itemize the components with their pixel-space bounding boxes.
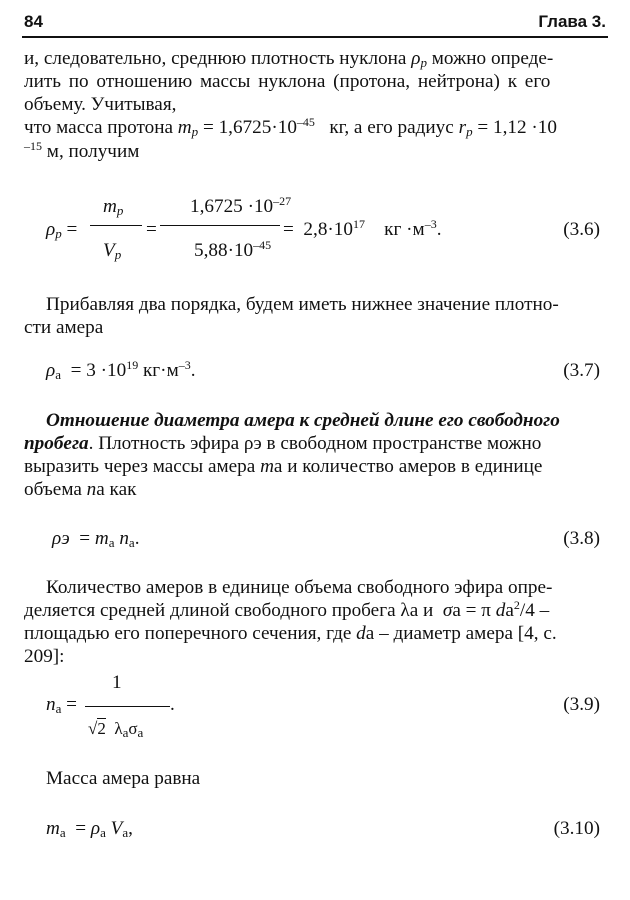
p3-line3: выразить через массы амера mа и количество амеров в единице bbox=[24, 456, 543, 477]
p1-line2: лить по отношению массы нуклона (протона, нейтрона) к его bbox=[24, 71, 551, 92]
header-rule bbox=[22, 36, 608, 38]
p3-line4: объема nа как bbox=[24, 479, 137, 500]
p2-line2: сти амера bbox=[24, 317, 104, 338]
p1-line1: и, следовательно, среднюю плотность нуклона $\rho_p$ можно опреде- bbox=[24, 48, 554, 70]
chapter-title: Глава 3. bbox=[538, 12, 606, 31]
p5-line1: Масса амера равна bbox=[46, 768, 201, 789]
p4-line2: деляется средней длиной свободного пробега λа и σа = π $dа^2/4$ – bbox=[24, 598, 550, 621]
p4-line1: Количество амеров в единице объема свободного эфира опре- bbox=[46, 577, 553, 598]
p1-line4: что масса протона $m_p = 1,6725\cdot 10^{-45}$ кг, а его радиус $r_p = 1,12 \cdot 10$ bbox=[24, 115, 557, 139]
p4-line3: площадью его поперечного сечения, где dа – диаметр амера [4, с. bbox=[24, 623, 557, 644]
p2-line1: Прибавляя два порядка, будем иметь нижнее значение плотно- bbox=[46, 294, 559, 315]
p3-line2: пробега. Плотность эфира ρэ в свободном пространстве можно bbox=[24, 433, 542, 454]
page-number: 84 bbox=[24, 12, 43, 31]
p1-line3: объему. Учитывая, bbox=[24, 94, 177, 115]
p4-line4: 209]: bbox=[24, 646, 65, 667]
p1-line5: $^{-15}$ м, получим bbox=[24, 139, 140, 162]
p3-heading: Отношение диаметра амера к средней длине его свободного bbox=[46, 410, 560, 431]
